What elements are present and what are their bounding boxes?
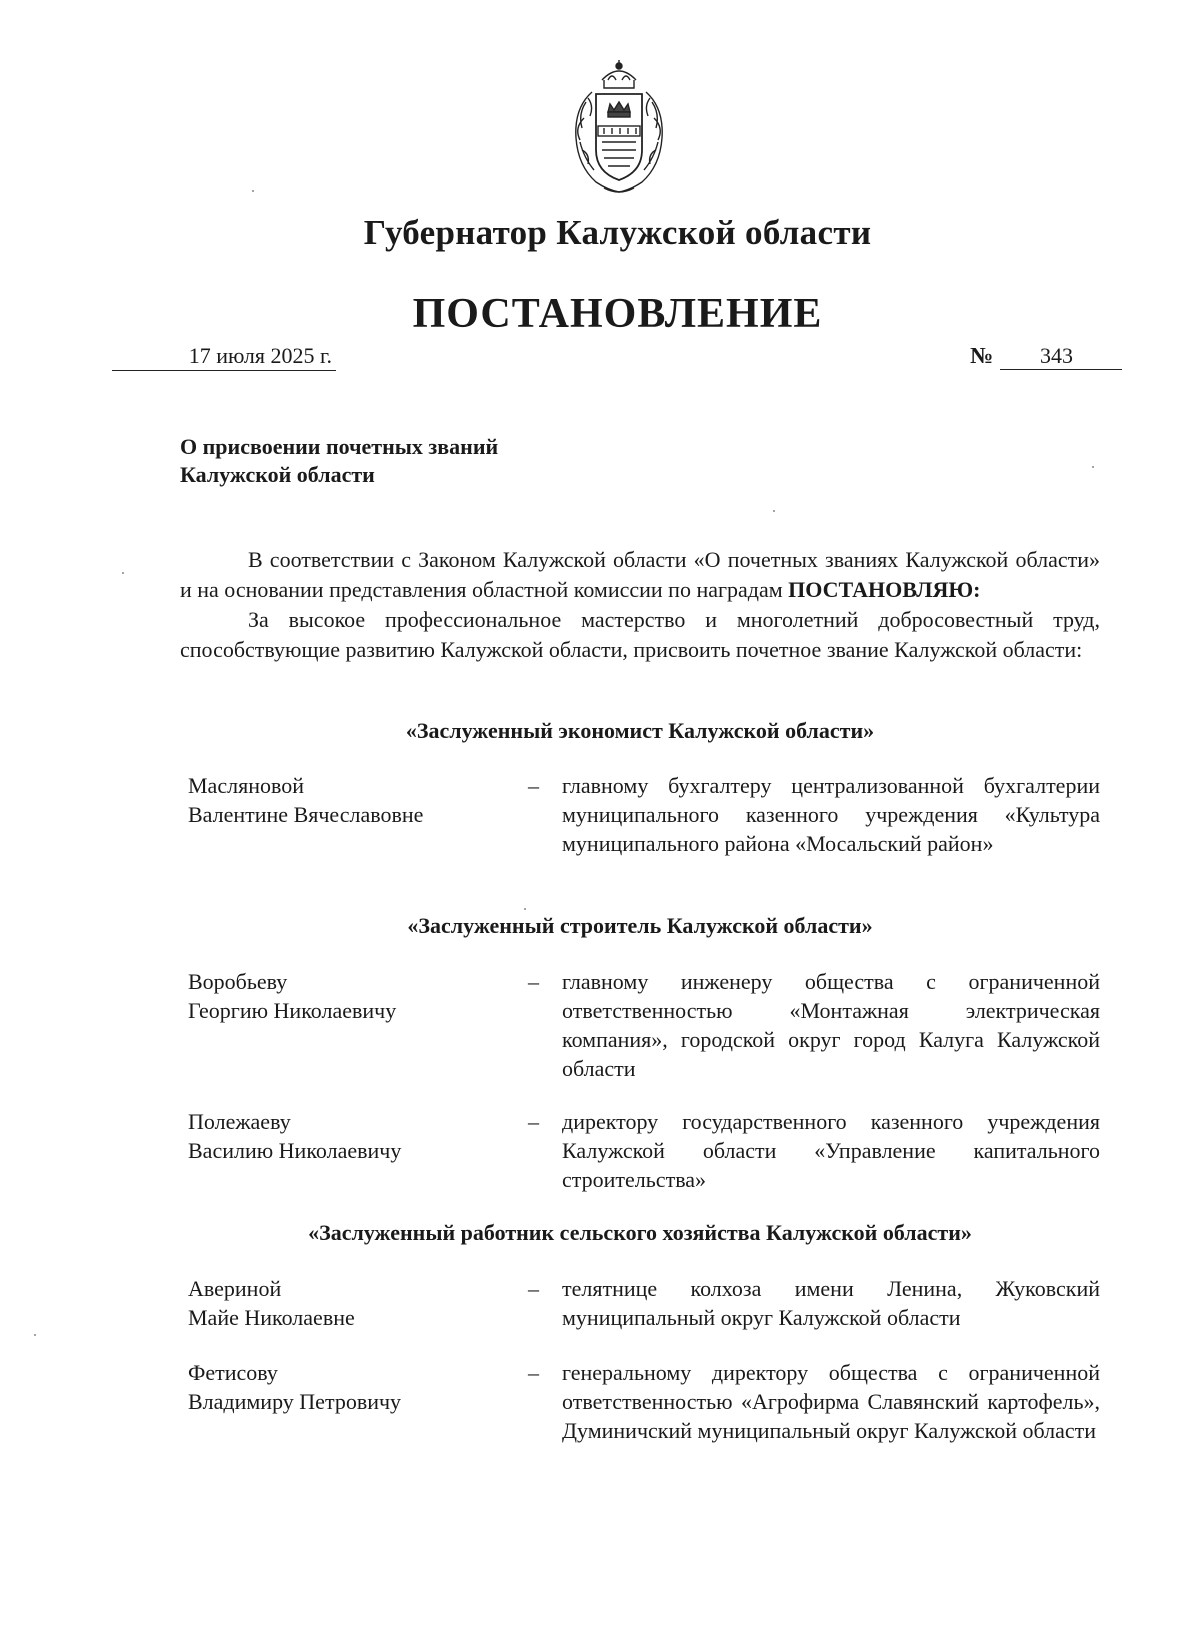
entry-dash: –	[528, 1109, 539, 1134]
awardee-surname: Авериной	[188, 1276, 282, 1301]
awardee-position: директору государственного казенного учреждения Калужской области «Управление капитального строительства»	[562, 1109, 1100, 1192]
awardee-given-names: Валентине Вячеславовне	[188, 802, 424, 827]
document-subject	[180, 433, 498, 489]
awardee-name	[188, 771, 528, 829]
award-paragraph: За высокое профессиональное мастерство и многолетний добросовестный труд, способствующие развитию Калужской области, присвоить почетное звание Калужской области:	[180, 607, 1100, 662]
entry-dash: –	[528, 1360, 539, 1385]
awardee-name	[188, 1358, 528, 1416]
awardee-entry	[188, 1358, 1100, 1478]
awardee-entry	[188, 1274, 1100, 1334]
scan-speck	[34, 1334, 36, 1336]
awardee-surname: Масляновой	[188, 773, 304, 798]
scan-speck	[1092, 466, 1094, 468]
scan-speck	[252, 190, 254, 192]
awardee-surname: Полежаеву	[188, 1109, 291, 1134]
preamble-text: В соответствии с Законом Калужской области «О почетных званиях Калужской области» и на основании представления областной комиссии по наградам	[180, 547, 1100, 602]
honorary-title-heading: «Заслуженный экономист Калужской области»	[405, 718, 875, 743]
awardee-entry	[188, 967, 1100, 1087]
honorary-title-heading: «Заслуженный строитель Калужской области»	[407, 913, 873, 938]
scan-speck	[122, 572, 124, 574]
number-sign: №	[970, 343, 994, 368]
document-date: 17 июля 2025 г.	[112, 344, 336, 371]
issuer-title: Губернатор Калужской области	[363, 213, 872, 252]
awardee-name	[188, 967, 528, 1025]
awardee-entry	[188, 1107, 1100, 1197]
awardee-given-names: Владимиру Петровичу	[188, 1389, 402, 1414]
entry-dash: –	[528, 773, 539, 798]
awardee-name	[188, 1107, 528, 1165]
resolve-keyword: ПОСТАНОВЛЯЮ:	[788, 577, 981, 602]
awardee-given-names: Майе Николаевне	[188, 1305, 355, 1330]
honorary-title-heading: «Заслуженный работник сельского хозяйства Калужской области»	[308, 1220, 972, 1245]
document-number: 343	[1000, 344, 1122, 370]
awardee-surname: Воробьеву	[188, 969, 288, 994]
awardee-name	[188, 1274, 528, 1332]
awardee-position: телятнице колхоза имени Ленина, Жуковский муниципальный округ Калужской области	[562, 1276, 1100, 1330]
awardee-position: генеральному директору общества с ограниченной ответственностью «Агрофирма Славянский картофель», Думиничский муниципальный округ Калужской области	[562, 1360, 1100, 1443]
subject-line-1: О присвоении почетных званий	[180, 434, 499, 459]
document-type: ПОСТАНОВЛЕНИЕ	[412, 291, 823, 337]
subject-line-2: Калужской области	[180, 462, 375, 487]
kaluga-region-coat-of-arms-icon	[564, 58, 674, 198]
scan-speck	[524, 908, 526, 910]
awardee-position: главному бухгалтеру централизованной бухгалтерии муниципального казенного учреждения «Культура муниципального района «Мосальский район»	[562, 773, 1100, 856]
awardee-surname: Фетисову	[188, 1360, 278, 1385]
scan-speck	[773, 510, 775, 512]
entry-dash: –	[528, 969, 539, 994]
awardee-given-names: Василию Николаевичу	[188, 1138, 402, 1163]
decree-body	[180, 545, 1100, 665]
awardee-given-names: Георгию Николаевичу	[188, 998, 397, 1023]
preamble-paragraph	[180, 545, 1100, 605]
awardee-position: главному инженеру общества с ограниченной ответственностью «Монтажная электрическая компания», городской округ город Калуга Калужской области	[562, 969, 1100, 1081]
entry-dash: –	[528, 1276, 539, 1301]
awardee-entry	[188, 771, 1100, 891]
